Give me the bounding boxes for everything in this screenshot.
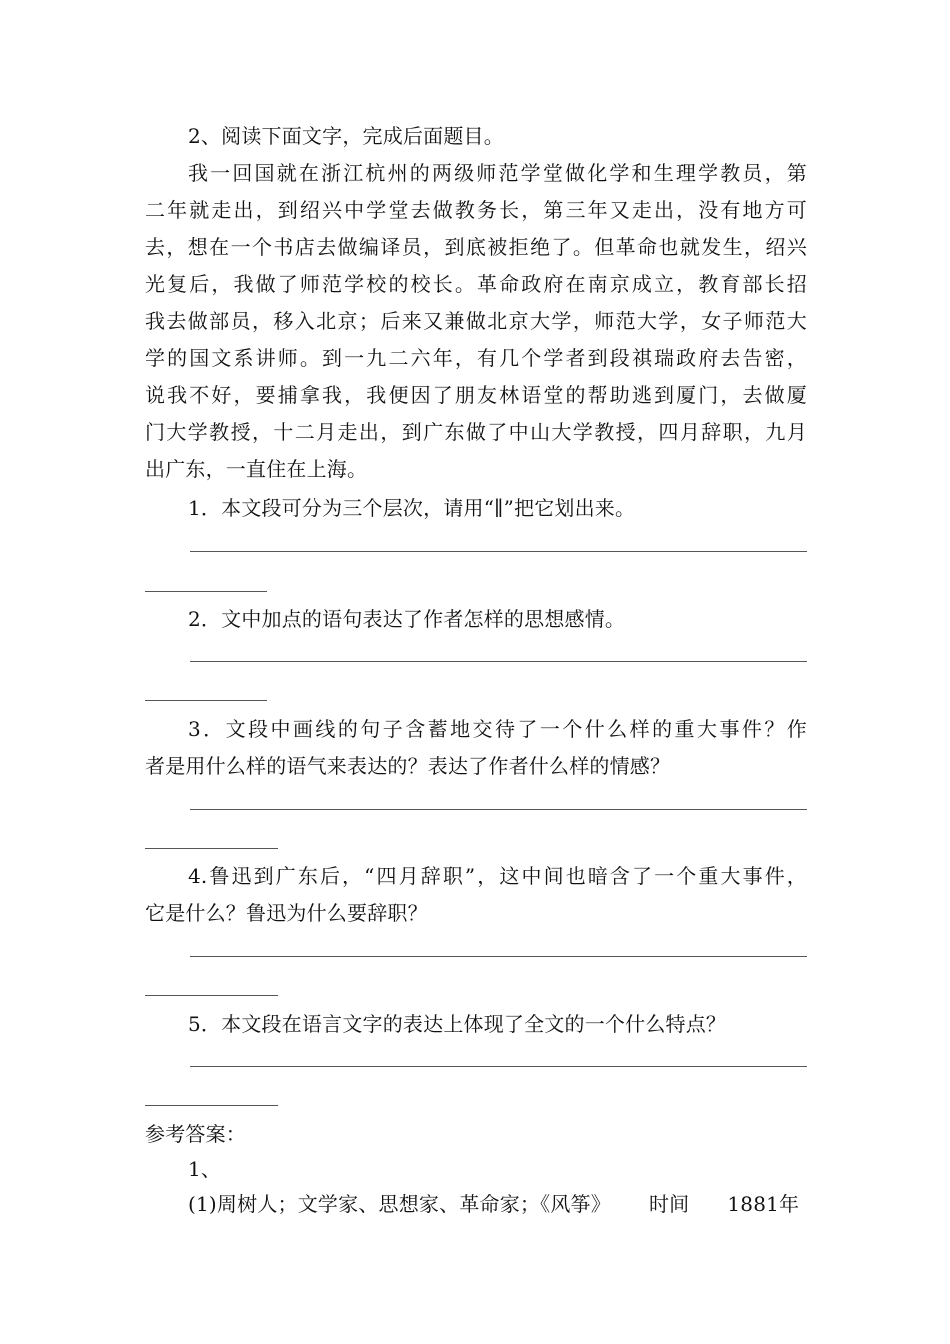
question-3: 3．文段中画线的句子含蓄地交待了一个什么样的重大事件？作 [188, 717, 807, 741]
answer-line [145, 995, 278, 996]
section-heading: 2、阅读下面文字，完成后面题目。 [188, 124, 504, 148]
question-5: 5．本文段在语言文字的表达上体现了全文的一个什么特点？ [188, 1012, 727, 1036]
passage-line: 我一回国就在浙江杭州的两级师范学堂做化学和生理学教员，第 [188, 161, 807, 185]
answer-line [190, 1066, 807, 1067]
answer-item-1-year: 1881年 [727, 1192, 800, 1216]
question-4-cont: 它是什么？鲁迅为什么要辞职？ [145, 901, 428, 925]
answer-item-number: 1、 [188, 1157, 222, 1181]
passage-line: 二年就走出，到绍兴中学堂去做教务长，第三年又走出，没有地方可 [145, 198, 807, 222]
answer-item-1-text: (1)周树人；文学家、思想家、革命家；《风筝》 [188, 1192, 611, 1216]
question-4: 4.鲁迅到广东后，“四月辞职”，这中间也暗含了一个重大事件， [188, 864, 807, 888]
answer-line [145, 700, 267, 701]
passage-line: 门大学教授，十二月走出，到广东做了中山大学教授，四月辞职，九月 [145, 420, 807, 444]
answer-line [190, 956, 807, 957]
passage-line: 光复后，我做了师范学校的校长。革命政府在南京成立，教育部长招 [145, 272, 807, 296]
question-2: 2．文中加点的语句表达了作者怎样的思想感情。 [188, 607, 626, 631]
answer-line [190, 661, 807, 662]
answer-item-1 [188, 1191, 807, 1217]
passage-line: 去，想在一个书店去做编译员，到底被拒绝了。但革命也就发生，绍兴 [145, 235, 807, 259]
answers-heading: 参考答案： [145, 1122, 246, 1146]
answer-line [190, 809, 807, 810]
answer-item-1-time-label: 时间 [648, 1192, 690, 1216]
passage-line: 出广东，一直住在上海。 [145, 457, 368, 481]
answer-line [145, 591, 267, 592]
passage-line: 说我不好，要捕拿我，我便因了朋友林语堂的帮助逃到厦门，去做厦 [145, 383, 807, 407]
answer-line [145, 848, 278, 849]
answer-line [145, 1105, 278, 1106]
passage-line: 学的国文系讲师。到一九二六年，有几个学者到段祺瑞政府去告密， [145, 346, 807, 370]
question-3-cont: 者是用什么样的语气来表达的？表达了作者什么样的情感？ [145, 754, 671, 778]
passage-line: 我去做部员，移入北京；后来又兼做北京大学，师范大学，女子师范大 [145, 309, 807, 333]
answer-line [190, 551, 807, 552]
question-1: 1．本文段可分为三个层次，请用“∥”把它划出来。 [188, 496, 636, 520]
